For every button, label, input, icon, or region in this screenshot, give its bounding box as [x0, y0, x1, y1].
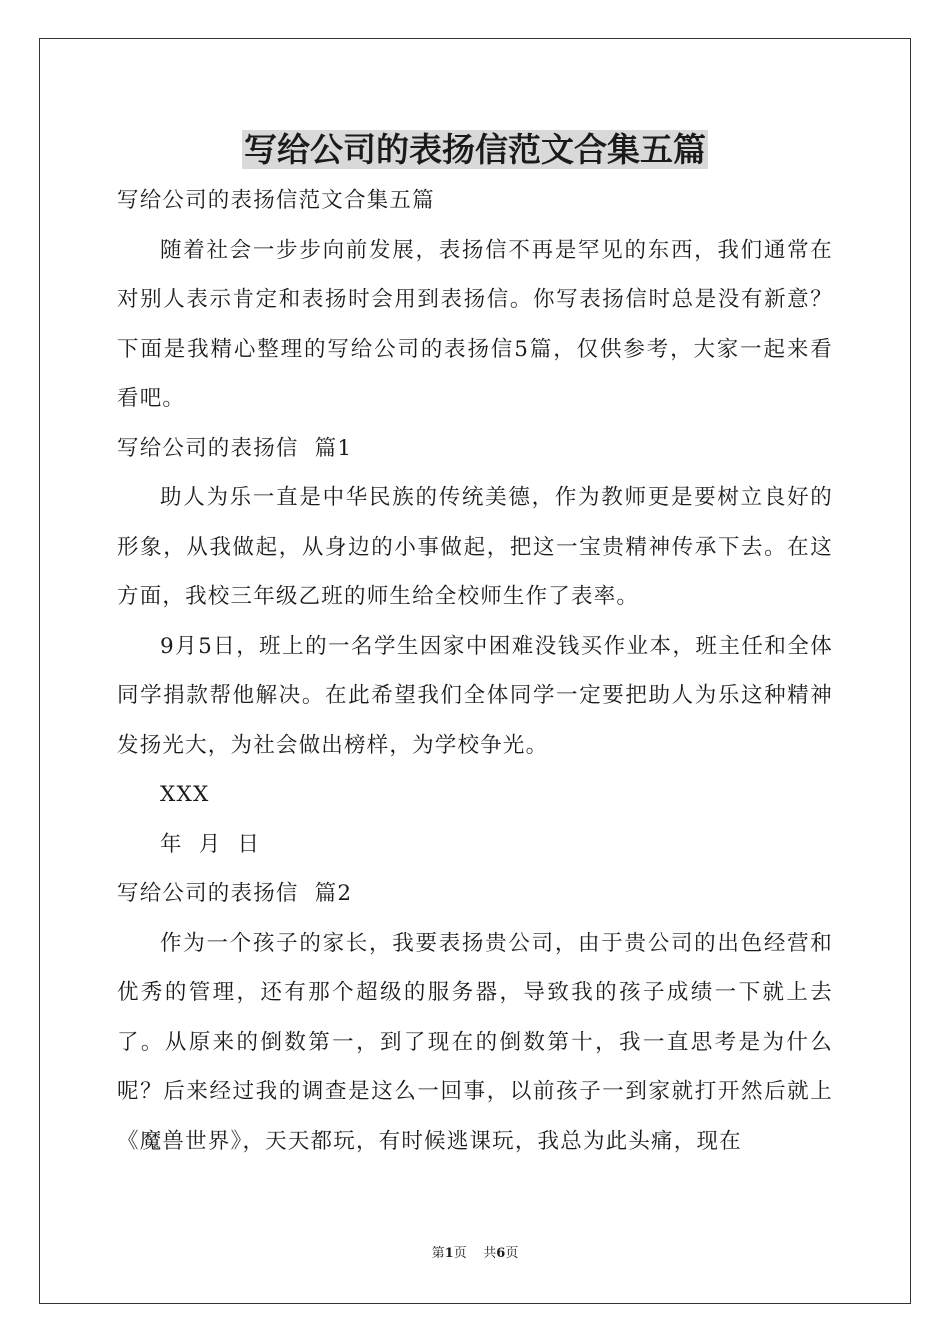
document-body — [117, 176, 833, 1166]
footer-total-prefix: 共 — [483, 1246, 497, 1261]
section2-paragraph-1: 作为一个孩子的家长，我要表扬贵公司，由于贵公司的出色经营和优秀的管理，还有那个超级的服务器，导致我的孩子成绩一下就上去了。从原来的倒数第一，到了现在的倒数第十，我一直思考是为什么呢？后来经过我的调查是这么一回事，以前孩子一到家就打开然后就上《魔兽世界》，天天都玩，有时候逃课玩，我总为此头痛，现在 — [117, 930, 833, 1154]
section2-heading: 写给公司的表扬信 篇2 — [117, 881, 353, 906]
section1-paragraph-1: 助人为乐一直是中华民族的传统美德，作为教师更是要树立良好的形象，从我做起，从身边的小事做起，把这一宝贵精神传承下去。在这方面，我校三年级乙班的师生给全校师生作了表率。 — [117, 485, 833, 609]
footer-page-prefix: 第 — [431, 1246, 445, 1261]
document-title-text: 写给公司的表扬信范文合集五篇 — [244, 130, 706, 169]
section1-signature: XXX — [160, 782, 210, 807]
page-footer — [0, 1244, 950, 1264]
document-subtitle: 写给公司的表扬信范文合集五篇 — [117, 188, 435, 213]
document-title — [0, 126, 950, 174]
footer-page-suffix: 页 — [453, 1246, 467, 1261]
section1-paragraph-2: 9月5日，班上的一名学生因家中困难没钱买作业本，班主任和全体同学捐款帮他解决。在此希望我们全体同学一定要把助人为乐这种精神发扬光大，为社会做出榜样，为学校争光。 — [117, 633, 833, 758]
footer-page-number: 1 — [444, 1246, 454, 1261]
section1-date: 年 月 日 — [160, 831, 261, 857]
footer-total-pages: 6 — [496, 1246, 506, 1261]
intro-paragraph: 随着社会一步步向前发展，表扬信不再是罕见的东西，我们通常在对别人表示肯定和表扬时会用到表扬信。你写表扬信时总是没有新意？下面是我精心整理的写给公司的表扬信5篇，仅供参考，大家一起来看看吧。 — [117, 237, 833, 411]
section1-heading: 写给公司的表扬信 篇1 — [117, 435, 353, 461]
footer-total-suffix: 页 — [505, 1246, 519, 1261]
